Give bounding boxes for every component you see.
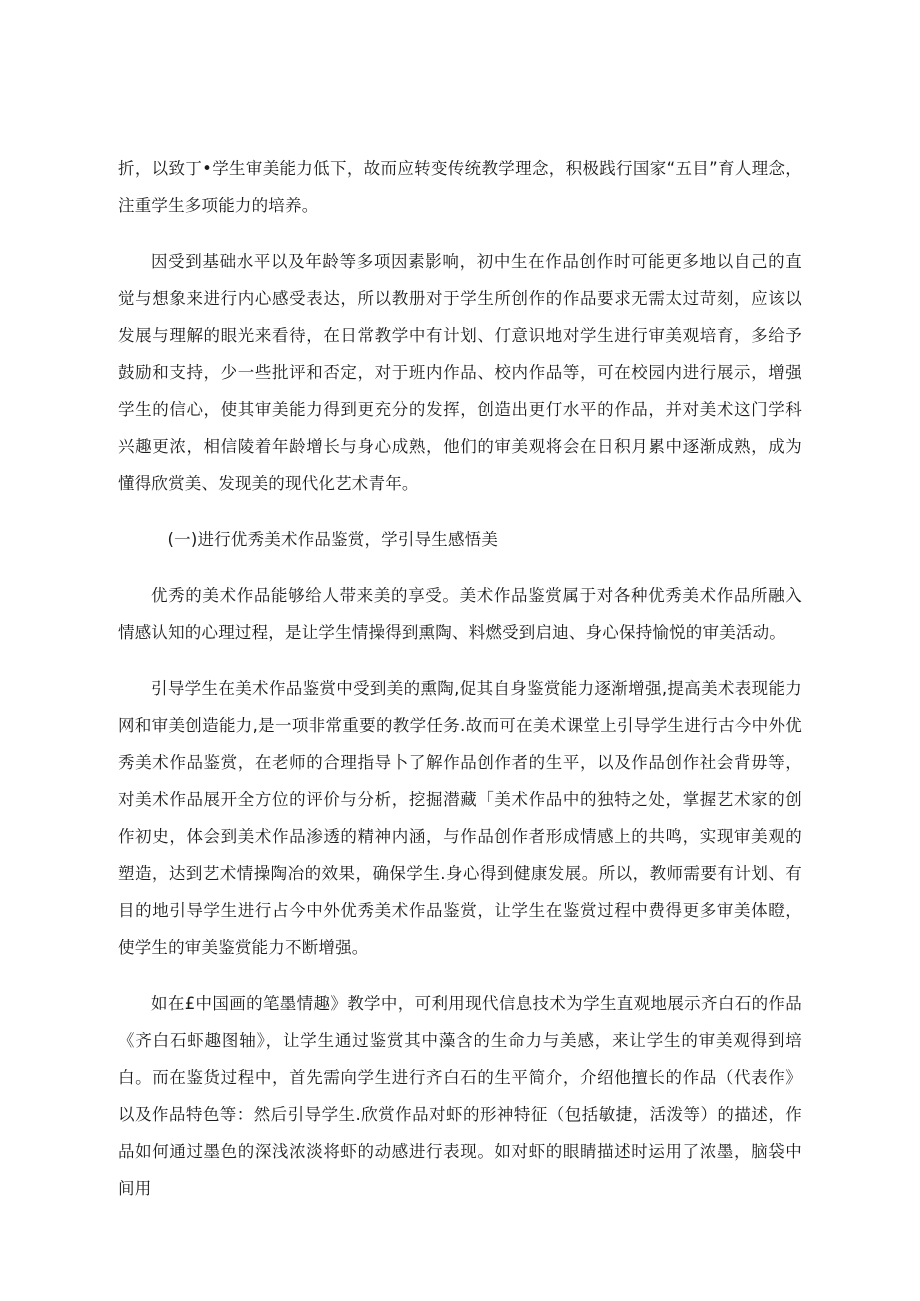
paragraph-art-appreciation-intro: 优秀的美术作品能够给人带来美的享受。美术作品鉴赏属于对各种优秀美术作品所融入情感认知的心理过程，是让学生情操得到熏陶、料燃受到启迪、身心保持愉悦的审美活动。 [118,586,802,642]
paragraph-appreciation-guidance: 引导学生在美术作品鉴赏中受到美的熏陶,促其自身鉴赏能力逐渐增强,提高美术表现能力网和审美创造能力,是一项非常重要的教学任务.故而可在美术课堂上引导学生进行古今中外优秀美术作品鉴赏，在老师的合理指导卜了解作品创作者的生平，以及作品创作社会背毋等，对美术作品展开全方位的评价与分析，挖掘潜藏「美术作品中的独特之处，掌握艺术家的创作初史，体会到美术作品渗透的精神内涵，与作品创作者形成情感上的共鸣，实现审美观的塑造，达到艺术情操陶冶的效果，确保学生.身心得到健康发展。所以，教师需要有计划、有目的地引导学生进行占今中外优秀美术作品鉴赏，让学生在鉴赏过程中费得更多审美体瞪，使学生的审美鉴赏能力不断增强。 [118,679,802,957]
paragraph-student-expression: 因受到基础水平以及年龄等多项因素影响，初中生在作品创作时可能更多地以自己的直觉与想象来进行内心感受表达，所以教册对于学生所创作的作品要求无需太过苛刻，应该以发展与理解的眼光来看待，在日常教学中有计划、仃意识地对学生进行审美观培育，多给予鼓励和支持，少一些批评和否定，对于班内作品、校内作品等，可在校园内进行展示，增强学生的信心，使其审美能力得到更充分的发挥，创造出更仃水平的作品，并对美术这门学科兴趣更浓，相信陵着年龄增长与身心成熟，他们的审美观将会在日积月累中逐渐成熟，成为懂得欣赏美、发现美的现代化艺术青年。 [118,252,802,493]
document-body [118,150,802,1226]
paragraph-continuation: 折，以致丁•学生审美能力低下，故而应转变传统教学理念，积极践行国家“五目”育人理念，注重学生多项能力的培养。 [118,159,802,215]
section-heading: (一)进行优秀美术作品鉴赏，学引导生感悟美 [167,530,499,549]
paragraph-qi-baishi-example: 如在£中国画的笔墨情趣》教学中，可利用现代信息技术为学生直观地展示齐白石的作品《齐白石虾趣图轴》，让学生通过鉴赏其中藻含的生命力与美感，来让学生的审美观得到培白。而在鉴货过程中，首先需向学生进行齐白石的生平简介，介绍他擅长的作品（代表作》以及作品特色等：然后引导学生.欣赏作品对虾的形神特征（包括敏捷，活泼等）的描述，作品如何通过墨色的深浅浓淡将虾的动感进行表现。如对虾的眼睛描述时运用了浓墨，脑袋中间用 [118,994,802,1198]
